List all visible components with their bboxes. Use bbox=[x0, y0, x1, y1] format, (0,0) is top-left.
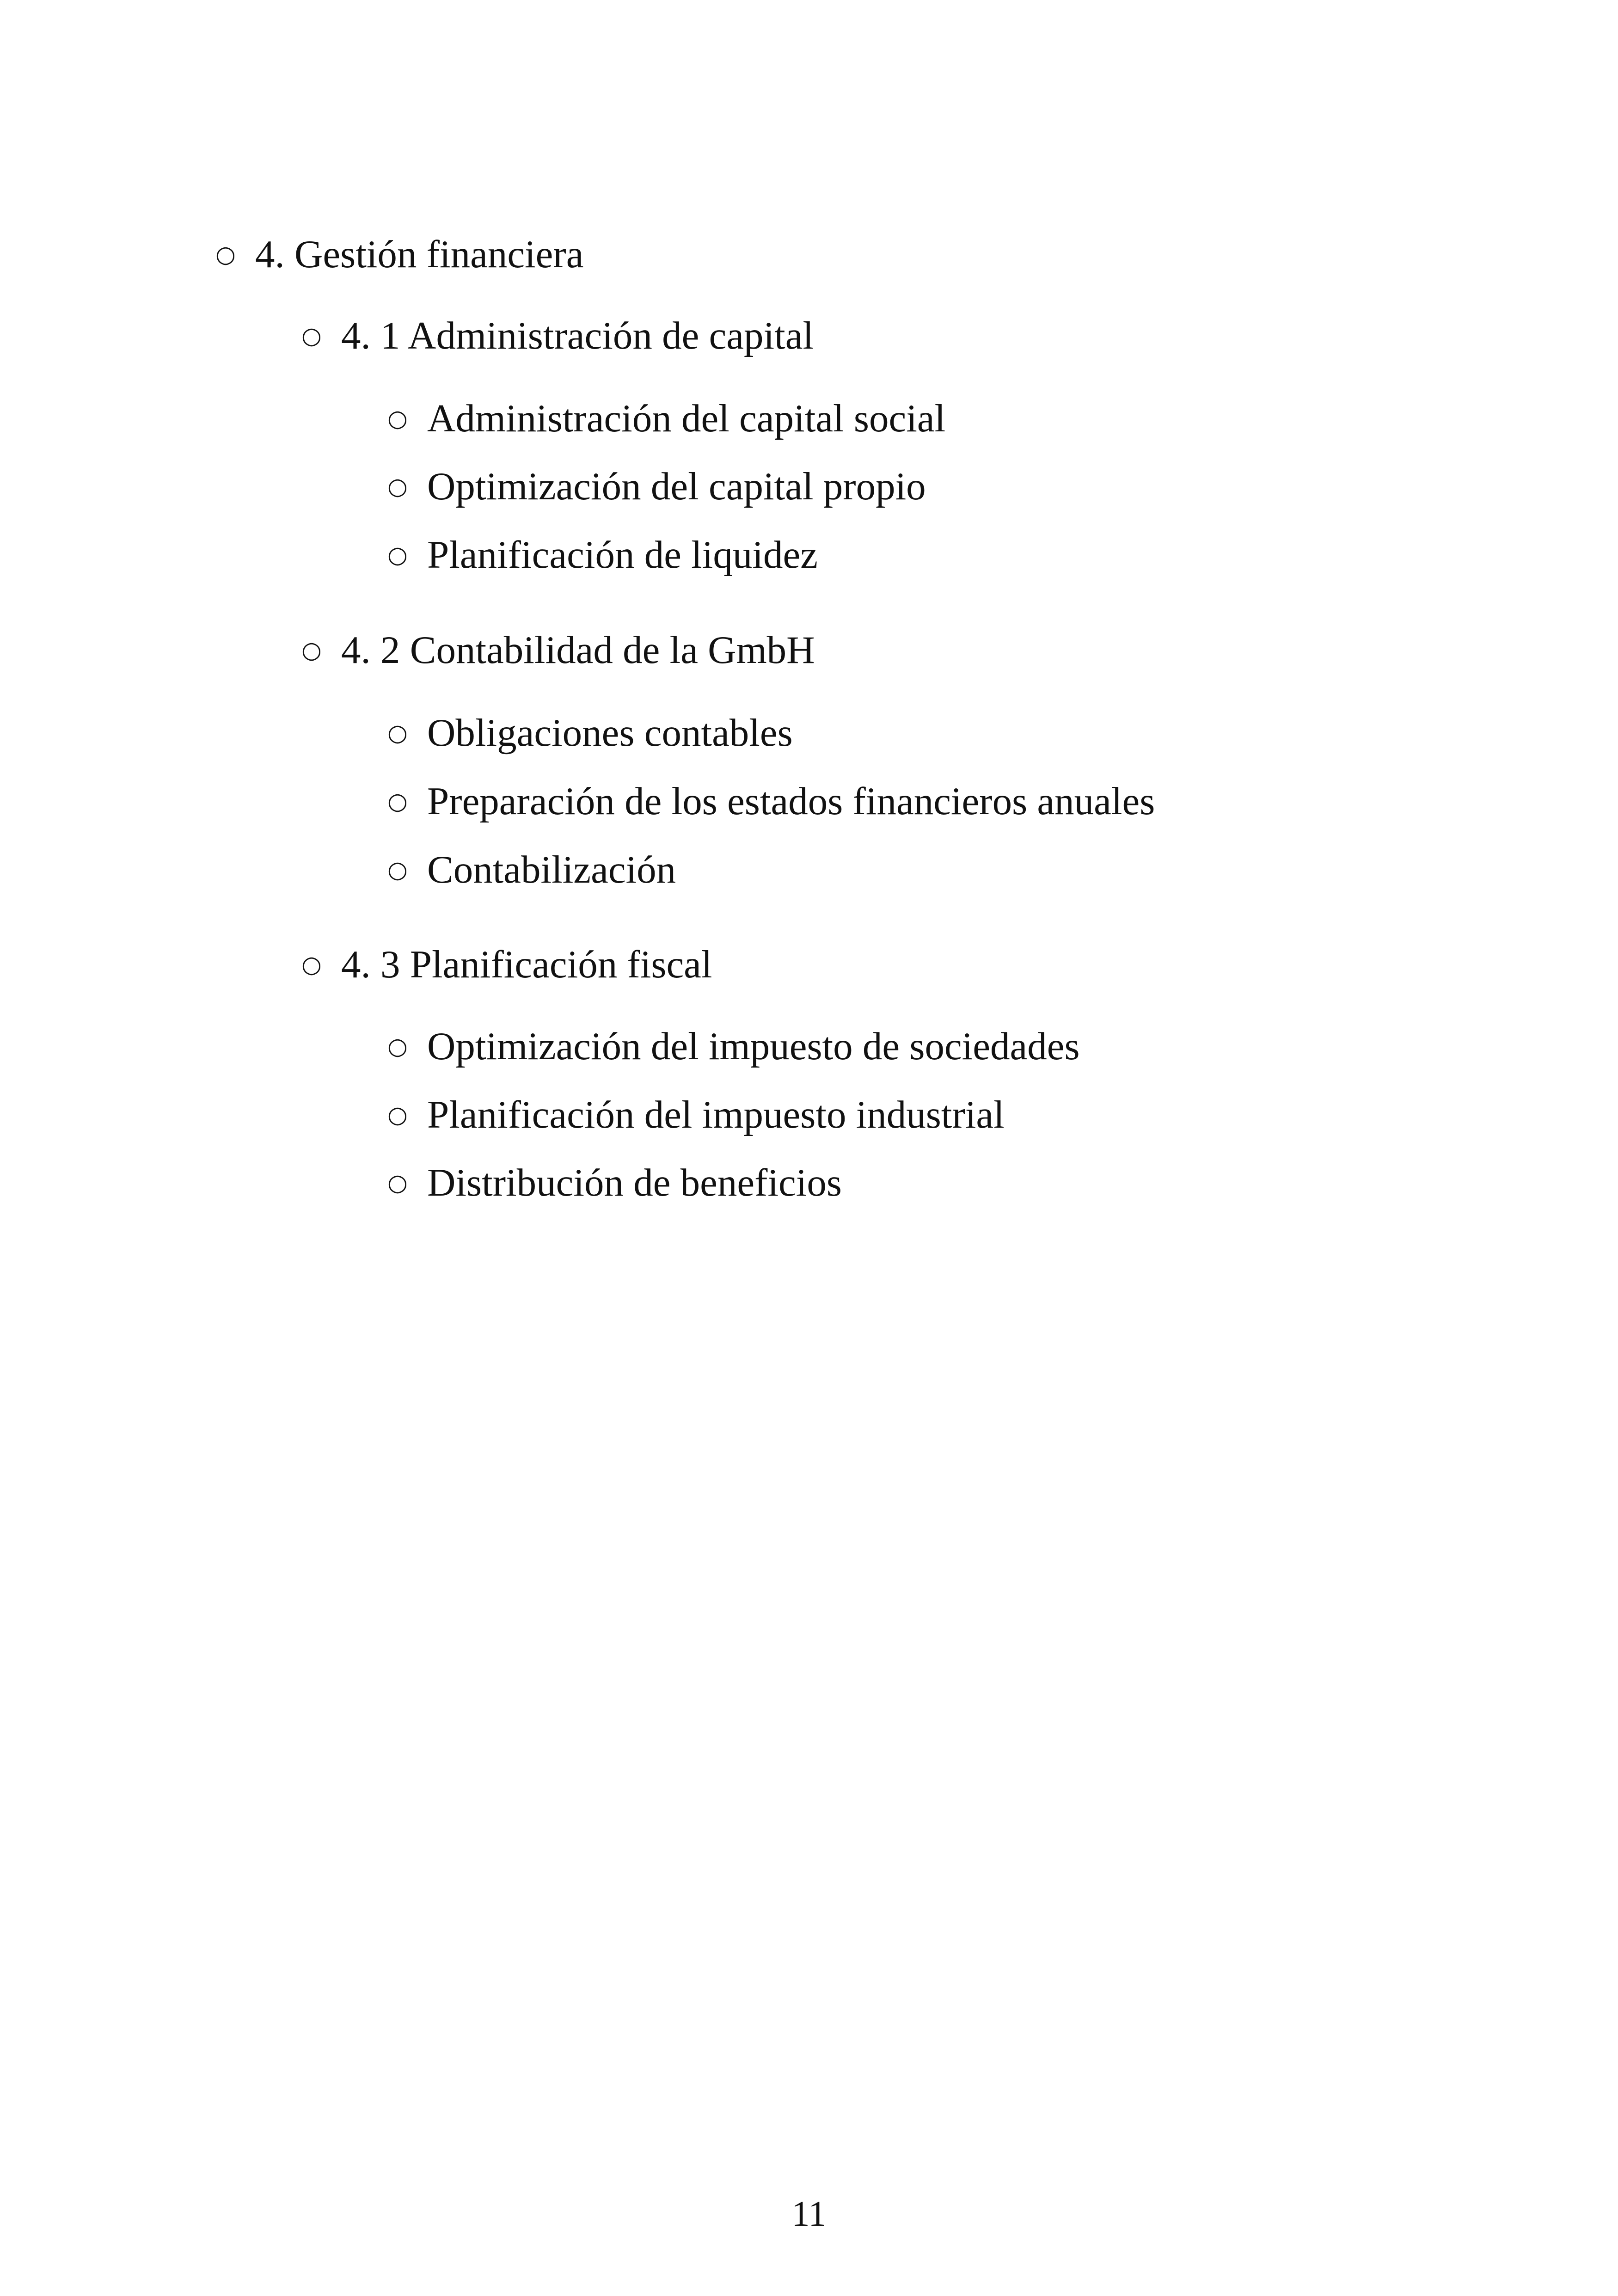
section-title: 4. Gestión financiera bbox=[255, 233, 584, 276]
bullet-icon: ○ bbox=[301, 322, 322, 349]
bullet-icon: ○ bbox=[387, 719, 408, 746]
bullet-icon: ○ bbox=[301, 951, 322, 978]
bullet-icon: ○ bbox=[387, 473, 408, 500]
bullet-icon: ○ bbox=[387, 1033, 408, 1060]
bullet-icon: ○ bbox=[387, 1169, 408, 1196]
list-item-text: Planificación del impuesto industrial bbox=[427, 1093, 1005, 1136]
bullet-icon: ○ bbox=[387, 405, 408, 432]
list-item-text: Obligaciones contables bbox=[427, 711, 793, 755]
list-item-text: Contabilización bbox=[427, 848, 676, 891]
list-item-text: Administración del capital social bbox=[427, 397, 946, 440]
list-item-text: Preparación de los estados financieros anuales bbox=[427, 780, 1155, 823]
list-item-text: Distribución de beneficios bbox=[427, 1161, 842, 1204]
page-number: 11 bbox=[791, 2193, 827, 2234]
subsection-title: 4. 3 Planificación fiscal bbox=[341, 943, 712, 986]
bullet-icon: ○ bbox=[387, 856, 408, 883]
list-item-text: Optimización del impuesto de sociedades bbox=[427, 1025, 1080, 1068]
bullet-icon: ○ bbox=[387, 541, 408, 568]
list-item-text: Planificación de liquidez bbox=[427, 533, 818, 577]
subsection-title: 4. 1 Administración de capital bbox=[341, 314, 814, 357]
bullet-icon: ○ bbox=[301, 637, 322, 663]
bullet-icon: ○ bbox=[387, 788, 408, 815]
subsection-title: 4. 2 Contabilidad de la GmbH bbox=[341, 628, 815, 672]
list-item-text: Optimización del capital propio bbox=[427, 465, 926, 508]
bullet-icon: ○ bbox=[215, 241, 236, 268]
bullet-icon: ○ bbox=[387, 1101, 408, 1128]
